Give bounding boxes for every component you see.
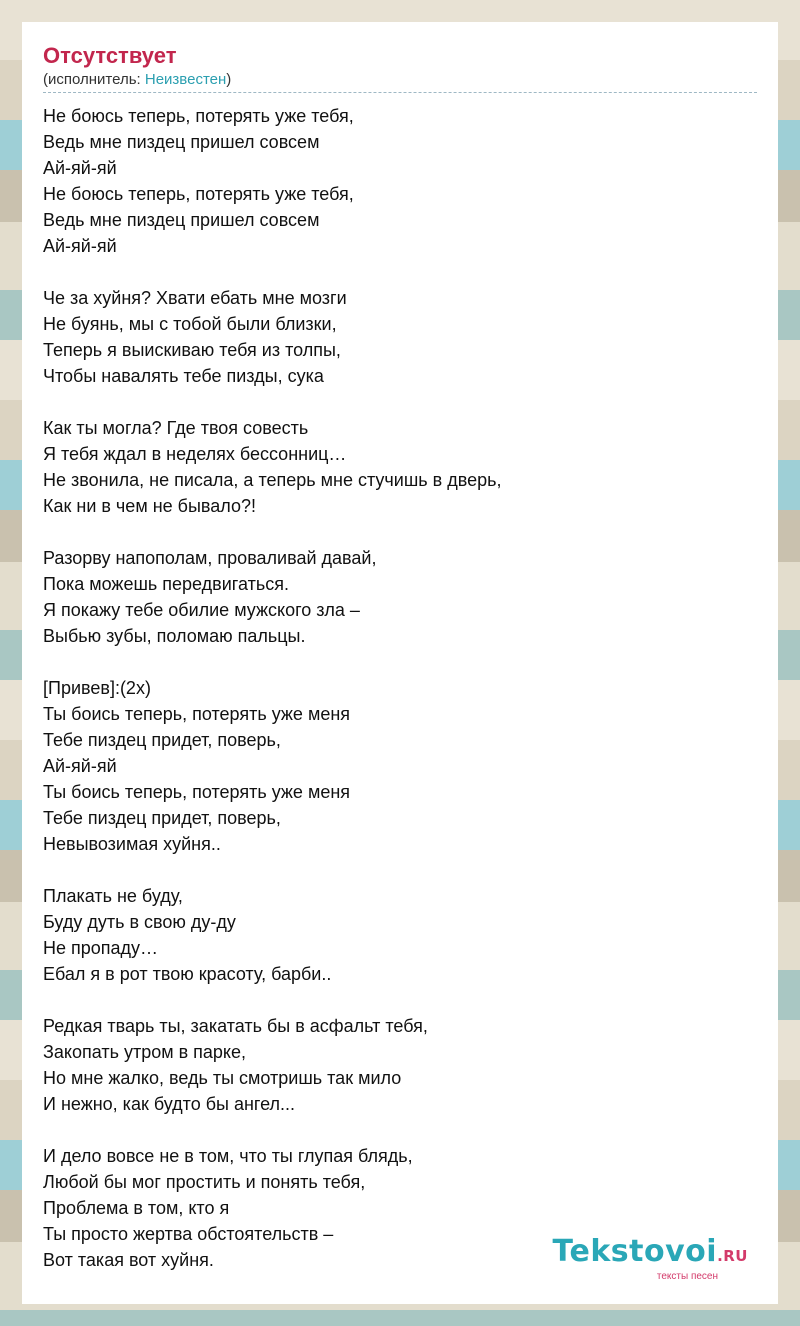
lyric-line — [43, 259, 778, 285]
lyric-line: И дело вовсе не в том, что ты глупая блядь, — [43, 1146, 413, 1166]
lyric-line: Не звонила, не писала, а теперь мне стучишь в дверь, — [43, 470, 502, 490]
lyric-line: Как ты могла? Где твоя совесть — [43, 418, 309, 438]
lyric-line: Не буянь, мы с тобой были близки, — [43, 314, 337, 334]
lyric-line: Ебал я в рот твою красоту, барби.. — [43, 964, 332, 984]
lyric-line: Проблема в том, кто я — [43, 1198, 230, 1218]
lyric-line: И нежно, как будто бы ангел... — [43, 1094, 295, 1114]
song-title: Отсутствует — [43, 43, 177, 68]
lyrics-text — [43, 103, 778, 1273]
lyric-line: Выбью зубы, поломаю пальцы. — [43, 626, 306, 646]
lyric-line: Теперь я выискиваю тебя из толпы, — [43, 340, 341, 360]
lyric-line: Закопать утром в парке, — [43, 1042, 247, 1062]
site-logo[interactable] — [553, 1236, 748, 1282]
lyric-line: Ты боись теперь, потерять уже меня — [43, 782, 351, 802]
artist-suffix: ) — [226, 71, 232, 88]
lyric-line: Тебе пиздец придет, поверь, — [43, 730, 281, 750]
lyric-line — [43, 649, 778, 675]
lyric-line: Пока можешь передвигаться. — [43, 574, 289, 594]
lyric-line: Ты просто жертва обстоятельств – — [43, 1224, 334, 1244]
lyric-line: Не боюсь теперь, потерять уже тебя, — [43, 184, 354, 204]
lyric-line: Ай-яй-яй — [43, 158, 117, 178]
lyric-line — [43, 1117, 778, 1143]
lyric-line: Не пропаду… — [43, 938, 159, 958]
lyric-line: Разорву напополам, проваливай давай, — [43, 548, 377, 568]
lyric-line: Я тебя ждал в неделях бессонниц… — [43, 444, 347, 464]
artist-prefix: (исполнитель: — [43, 71, 145, 88]
lyric-line — [43, 987, 778, 1013]
lyrics-card — [22, 22, 778, 1304]
artist-line — [43, 70, 757, 93]
lyric-line: Как ни в чем не бывало?! — [43, 496, 256, 516]
lyric-line — [43, 519, 778, 545]
lyric-line: Че за хуйня? Хвати ебать мне мозги — [43, 288, 347, 308]
lyric-line: Я покажу тебе обилие мужского зла – — [43, 600, 360, 620]
lyric-line: Не боюсь теперь, потерять уже тебя, — [43, 106, 354, 126]
lyric-line: Ты боись теперь, потерять уже меня — [43, 704, 351, 724]
lyric-line: Чтобы навалять тебе пизды, сука — [43, 366, 324, 386]
lyric-line: Буду дуть в свою ду-ду — [43, 912, 236, 932]
logo-wordmark: Tekstovoi — [552, 1234, 718, 1269]
lyric-line: Тебе пиздец придет, поверь, — [43, 808, 281, 828]
lyric-line: Невывозимая хуйня.. — [43, 834, 221, 854]
lyric-line: Ведь мне пиздец пришел совсем — [43, 132, 320, 152]
logo-tagline: тексты песен — [656, 1271, 718, 1282]
lyric-line: Ведь мне пиздец пришел совсем — [43, 210, 320, 230]
lyric-line — [43, 389, 778, 415]
lyric-line: Но мне жалко, ведь ты смотришь так мило — [43, 1068, 402, 1088]
lyric-line: [Привев]:(2x) — [43, 678, 151, 698]
lyric-line: Ай-яй-яй — [43, 236, 117, 256]
artist-link[interactable]: Неизвестен — [144, 71, 227, 88]
lyric-line: Вот такая вот хуйня. — [43, 1250, 214, 1270]
lyric-line: Плакать не буду, — [43, 886, 183, 906]
logo-tld: .RU — [717, 1247, 748, 1265]
lyric-line: Редкая тварь ты, закатать бы в асфальт тебя, — [43, 1016, 428, 1036]
lyric-line: Любой бы мог простить и понять тебя, — [43, 1172, 366, 1192]
lyric-line: Ай-яй-яй — [43, 756, 117, 776]
lyric-line — [43, 857, 778, 883]
